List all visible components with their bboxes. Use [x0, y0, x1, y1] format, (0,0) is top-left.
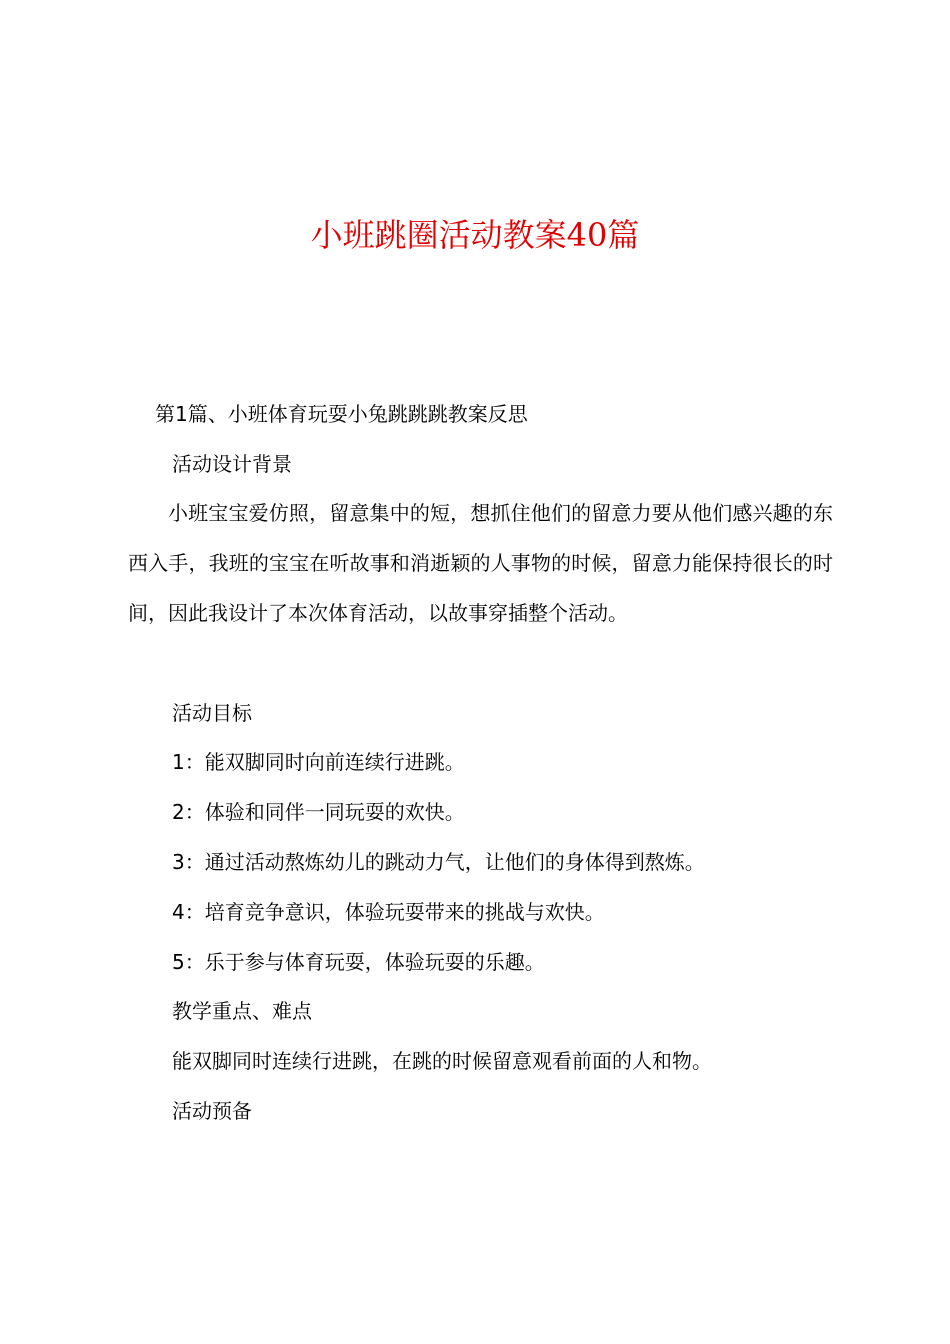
section-heading-background: 活动设计背景 — [172, 452, 292, 476]
goal-item-2: 2：体验和同伴一同玩耍的欢快。 — [172, 800, 465, 824]
chapter-heading: 第1篇、小班体育玩耍小兔跳跳跳教案反思 — [155, 402, 528, 426]
key-points-text: 能双脚同时连续行进跳，在跳的时候留意观看前面的人和物。 — [172, 1049, 712, 1073]
section-heading-key-points: 教学重点、难点 — [172, 999, 312, 1023]
document-title: 小班跳圈活动教案40篇 — [310, 216, 640, 254]
background-paragraph: 小班宝宝爱仿照，留意集中的短，想抓住他们的留意力要从他们感兴趣的东西入手，我班的宝宝在听故事和消逝颖的人事物的时候，留意力能保持很长的时间，因此我设计了本次体育活动，以故事穿插整个活动。 — [128, 501, 833, 625]
goal-item-4: 4：培育竞争意识，体验玩耍带来的挑战与欢快。 — [172, 900, 605, 924]
section-heading-goals: 活动目标 — [172, 701, 252, 725]
section-heading-preparation: 活动预备 — [172, 1099, 252, 1123]
goal-item-5: 5：乐于参与体育玩耍，体验玩耍的乐趣。 — [172, 950, 545, 974]
goal-item-1: 1：能双脚同时向前连续行进跳。 — [172, 750, 465, 774]
goal-item-3: 3：通过活动熬炼幼儿的跳动力气，让他们的身体得到熬炼。 — [172, 850, 705, 874]
